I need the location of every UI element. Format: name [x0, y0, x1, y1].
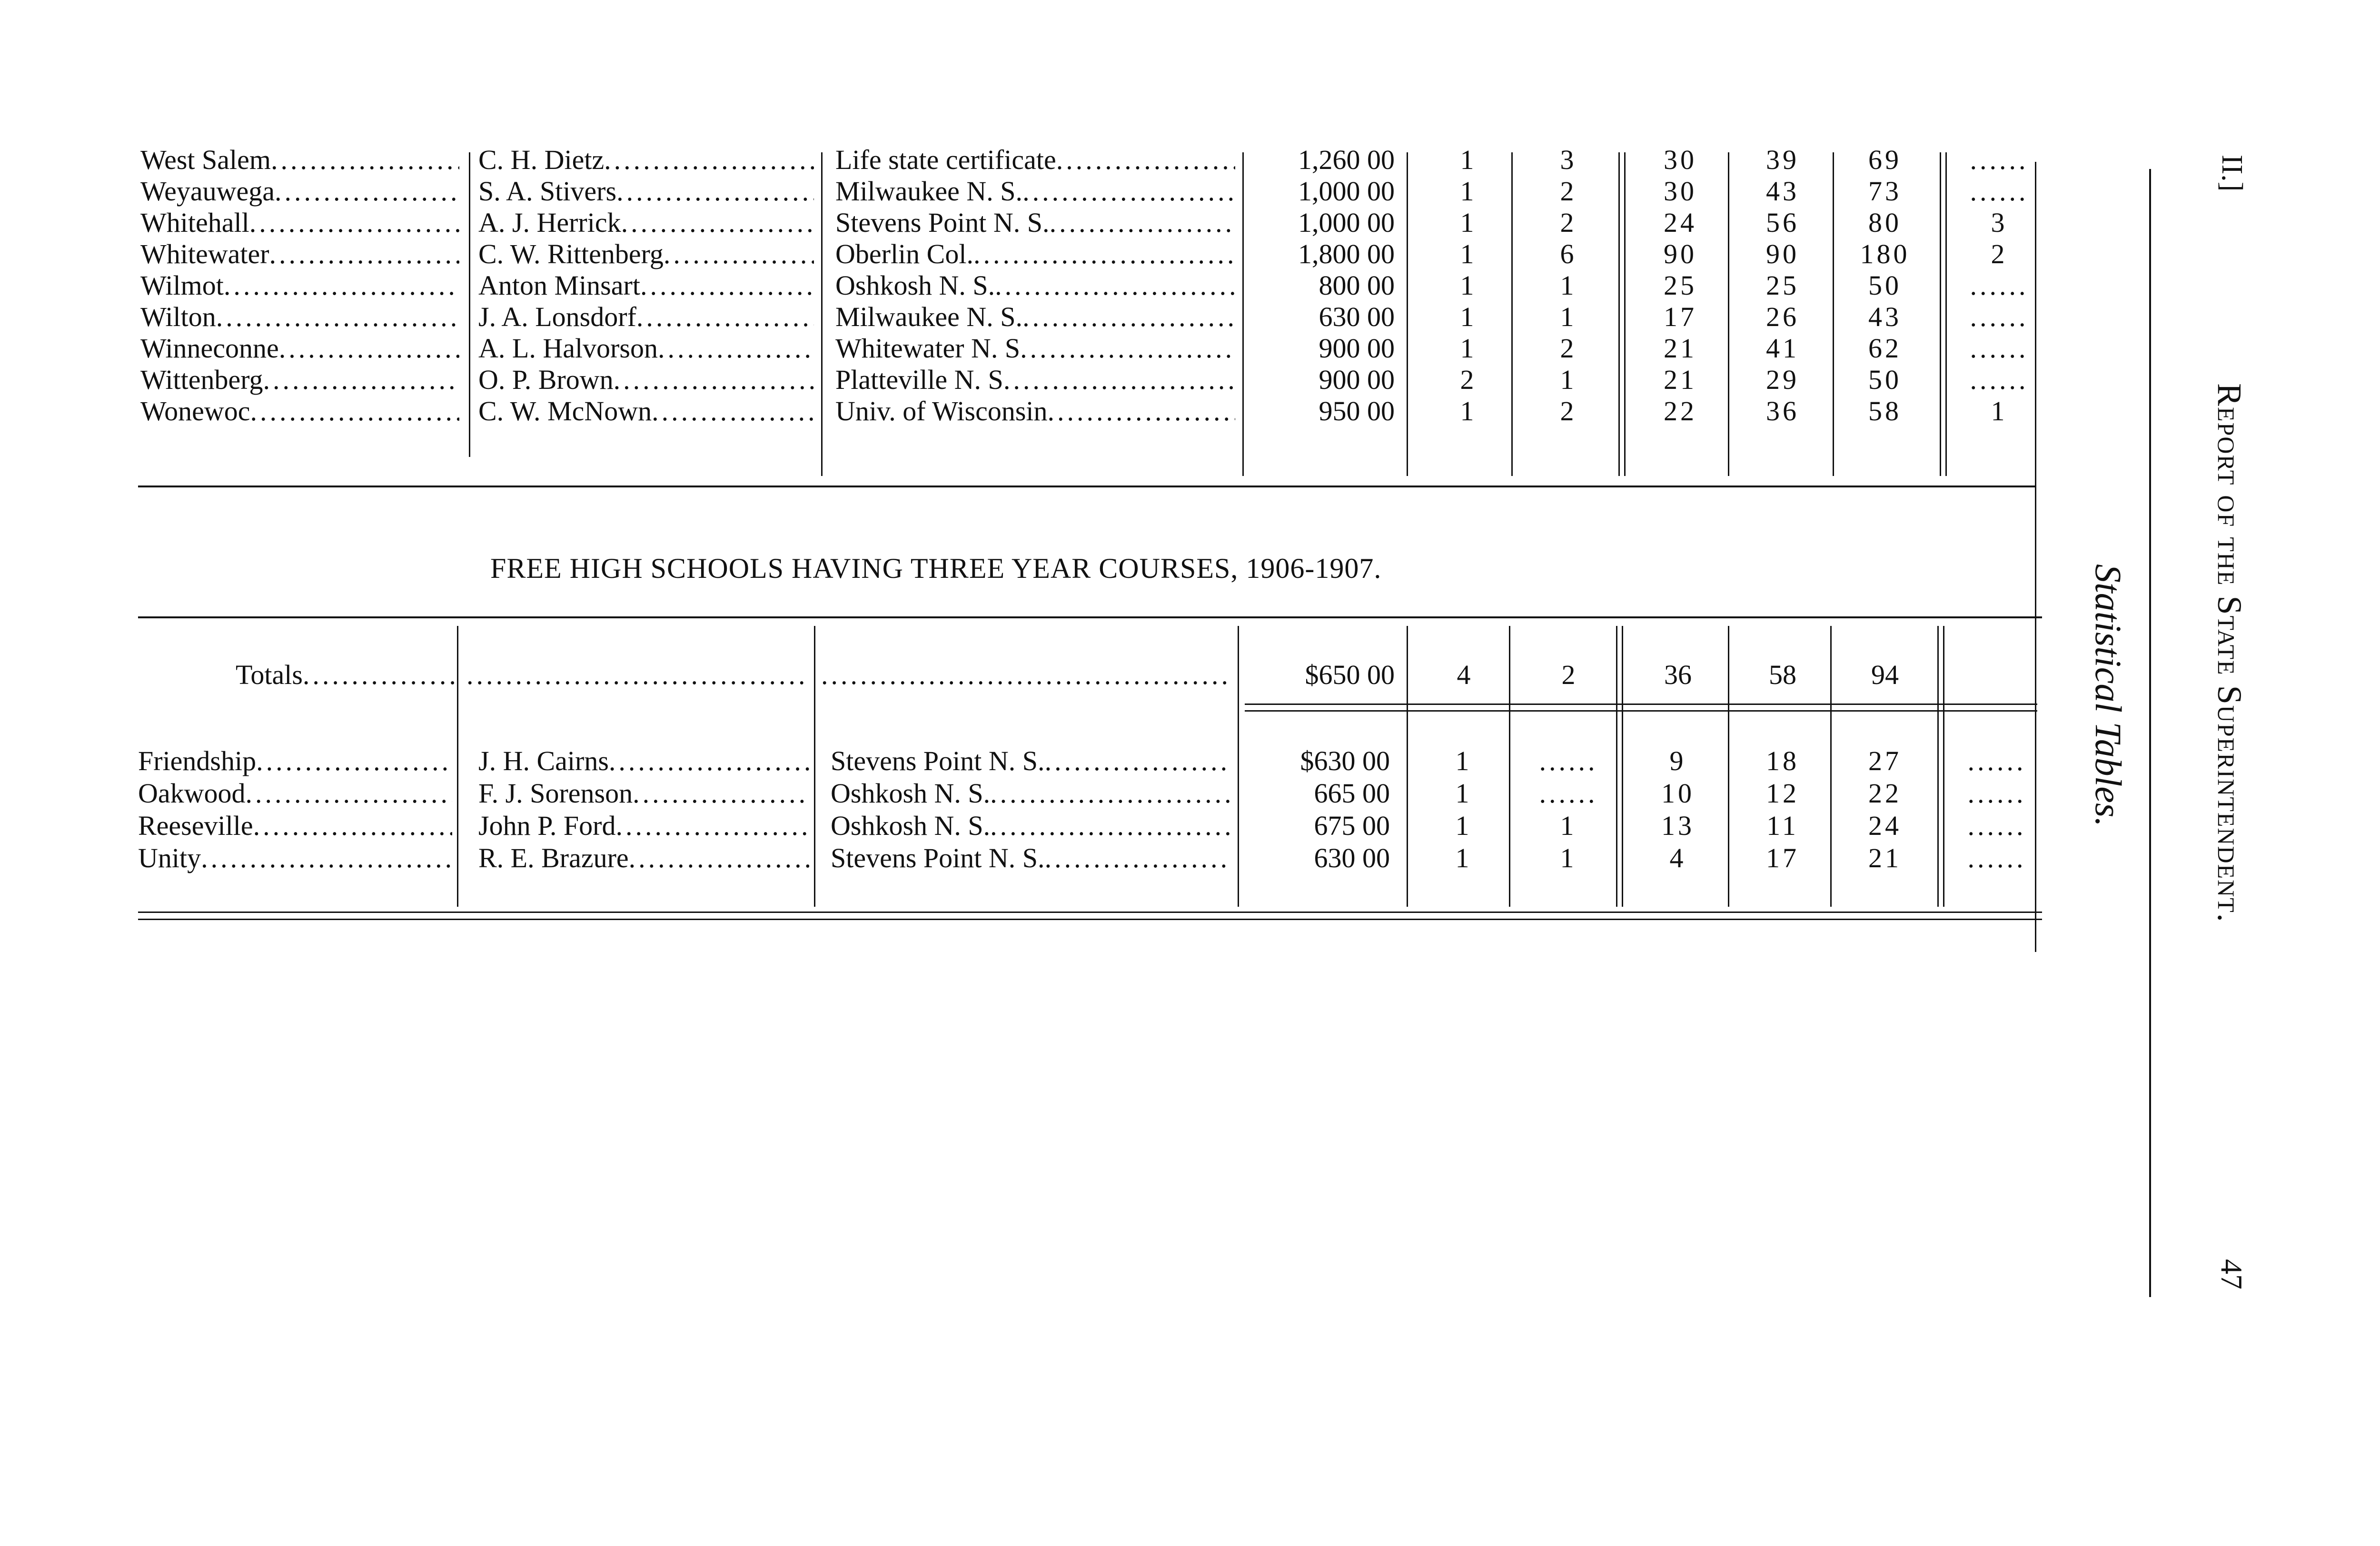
- col1-value: 1: [1460, 333, 1477, 364]
- education-source: Platteville N. S .....: [835, 364, 1235, 396]
- col3-value: 90: [1664, 238, 1697, 269]
- education-source: Milwaukee N. S. .....: [835, 301, 1235, 333]
- col6-value: 1: [1991, 396, 2008, 426]
- table-top-rule: [138, 616, 2042, 618]
- totals-col2: 2: [1561, 659, 1576, 690]
- education-source: Univ. of Wisconsin .....: [835, 395, 1235, 427]
- table-row: [0, 364, 2047, 396]
- principal-name: John P. Ford .....: [478, 810, 809, 842]
- totals-col1: 4: [1457, 659, 1471, 690]
- principal-name: R. E. Brazure .....: [478, 842, 809, 874]
- totals-col3: 36: [1664, 659, 1692, 690]
- page-number: 47: [2215, 1259, 2249, 1289]
- table-row: [0, 207, 2047, 239]
- col2-value: 2: [1560, 396, 1577, 426]
- school-name: Wilmot .....: [140, 269, 459, 302]
- header-rule-inner: [2149, 169, 2151, 1297]
- salary: 1,800 00: [1298, 238, 1395, 269]
- col3-value: 21: [1664, 333, 1697, 364]
- totals-label: Totals .....: [236, 659, 455, 691]
- col2-value: 1: [1560, 364, 1577, 395]
- table-row: [0, 395, 2047, 427]
- principal-name: A. J. Herrick .....: [478, 207, 814, 239]
- school-name: Wittenberg .....: [140, 364, 459, 396]
- col3-value: 13: [1661, 810, 1695, 841]
- col4-value: 18: [1766, 745, 1799, 776]
- col6-value: ......: [1967, 778, 2026, 809]
- principal-name: C. W. Rittenberg .....: [478, 238, 814, 270]
- col5-value: 24: [1868, 810, 1902, 841]
- col5-value: 50: [1868, 364, 1902, 395]
- running-header: [2199, 155, 2247, 1345]
- col2-value: 2: [1560, 207, 1577, 238]
- principal-name: A. L. Halvorson .....: [478, 332, 814, 365]
- salary: 900 00: [1319, 333, 1395, 364]
- col2-value: 2: [1560, 333, 1577, 364]
- col1-value: 1: [1460, 238, 1477, 269]
- school-name: Whitewater .....: [140, 238, 459, 270]
- salary: $630 00: [1300, 745, 1390, 776]
- totals-col5: 94: [1871, 659, 1899, 690]
- education-source: Oshkosh N. S. .....: [835, 269, 1235, 302]
- section-title: FREE HIGH SCHOOLS HAVING THREE YEAR COURSES, 1906-1907.: [490, 553, 1382, 584]
- col2-value: 2: [1560, 176, 1577, 207]
- table-row: [0, 144, 2047, 176]
- salary: 1,260 00: [1298, 144, 1395, 175]
- col5-value: 27: [1868, 745, 1902, 776]
- table-end-rule: [138, 919, 2042, 920]
- col2-value: 1: [1560, 270, 1577, 301]
- education-source: Stevens Point N. S. .....: [835, 207, 1235, 239]
- col3-value: 25: [1664, 270, 1697, 301]
- col3-value: 4: [1669, 842, 1686, 873]
- col6-value: ......: [1967, 810, 2026, 841]
- totals-row: [0, 659, 2047, 691]
- education-source: Oshkosh N. S. .....: [831, 810, 1230, 842]
- col4-value: 36: [1766, 396, 1799, 426]
- salary: 900 00: [1319, 364, 1395, 395]
- col5-value: 21: [1868, 842, 1902, 873]
- col5-value: 62: [1868, 333, 1902, 364]
- col5-value: 58: [1868, 396, 1902, 426]
- table-row: [0, 777, 2047, 810]
- school-name: Unity .....: [138, 842, 452, 874]
- principal-name: S. A. Stivers .....: [478, 175, 814, 208]
- school-name: Wonewoc .....: [140, 395, 459, 427]
- col4-value: 56: [1766, 207, 1799, 238]
- col4-value: 12: [1766, 778, 1799, 809]
- col4-value: 39: [1766, 144, 1799, 175]
- col2-value: ......: [1539, 778, 1598, 809]
- col5-value: 80: [1868, 207, 1902, 238]
- col6-value: ......: [1970, 176, 2029, 207]
- col6-value: ......: [1970, 333, 2029, 364]
- report-title: Report of the State Superintendent.: [2211, 383, 2249, 923]
- education-source: Oberlin Col. .....: [835, 238, 1235, 270]
- table-row: [0, 238, 2047, 270]
- totals-double-rule: [1245, 710, 2037, 712]
- col6-value: ......: [1970, 364, 2029, 395]
- col3-value: 9: [1669, 745, 1686, 776]
- totals-double-rule: [1245, 704, 2037, 705]
- col1-value: 1: [1455, 842, 1472, 873]
- table-row: [0, 745, 2047, 777]
- col4-value: 29: [1766, 364, 1799, 395]
- col6-value: ......: [1967, 745, 2026, 776]
- col2-value: 3: [1560, 144, 1577, 175]
- table-end-rule: [138, 912, 2042, 913]
- table-row: [0, 810, 2047, 842]
- salary: 1,000 00: [1298, 176, 1395, 207]
- table-row: [0, 842, 2047, 874]
- col1-value: 1: [1460, 396, 1477, 426]
- col1-value: 2: [1460, 364, 1477, 395]
- col6-value: 3: [1991, 207, 2008, 238]
- totals-principal-leader: [466, 659, 809, 691]
- school-name: Reeseville .....: [138, 810, 452, 842]
- school-name: Friendship .....: [138, 745, 452, 777]
- col5-value: 180: [1860, 238, 1910, 269]
- col6-value: ......: [1967, 842, 2026, 873]
- col5-value: 22: [1868, 778, 1902, 809]
- table-row: [0, 175, 2047, 208]
- totals-education-leader: [821, 659, 1230, 691]
- col1-value: 1: [1455, 810, 1472, 841]
- col1-value: 1: [1460, 176, 1477, 207]
- table-row: [0, 332, 2047, 365]
- col6-value: ......: [1970, 270, 2029, 301]
- education-source: Stevens Point N. S. .....: [831, 745, 1230, 777]
- principal-name: J. A. Lonsdorf .....: [478, 301, 814, 333]
- table-row: [0, 301, 2047, 333]
- col3-value: 30: [1664, 176, 1697, 207]
- totals-salary: $650 00: [1305, 659, 1395, 690]
- col5-value: 73: [1868, 176, 1902, 207]
- col4-value: 41: [1766, 333, 1799, 364]
- salary: 675 00: [1314, 810, 1390, 841]
- school-name: West Salem .....: [140, 144, 459, 176]
- salary: 630 00: [1314, 842, 1390, 873]
- principal-name: Anton Minsart .....: [478, 269, 814, 302]
- col2-value: 1: [1560, 842, 1577, 873]
- col6-value: 2: [1991, 238, 2008, 269]
- school-name: Oakwood .....: [138, 777, 452, 810]
- col1-value: 1: [1460, 301, 1477, 332]
- col1-value: 1: [1460, 207, 1477, 238]
- col4-value: 25: [1766, 270, 1799, 301]
- col1-value: 1: [1460, 144, 1477, 175]
- salary: 630 00: [1319, 301, 1395, 332]
- education-source: Whitewater N. S .....: [835, 332, 1235, 365]
- school-name: Weyauwega .....: [140, 175, 459, 208]
- col6-value: ......: [1970, 301, 2029, 332]
- col1-value: 1: [1460, 270, 1477, 301]
- education-source: Life state certificate .....: [835, 144, 1235, 176]
- col3-value: 24: [1664, 207, 1697, 238]
- col1-value: 1: [1455, 778, 1472, 809]
- table-bottom-rule: [138, 486, 2035, 487]
- principal-name: C. H. Dietz .....: [478, 144, 814, 176]
- col2-value: 1: [1560, 301, 1577, 332]
- principal-name: O. P. Brown .....: [478, 364, 814, 396]
- principal-name: C. W. McNown .....: [478, 395, 814, 427]
- principal-name: F. J. Sorenson .....: [478, 777, 809, 810]
- col6-value: ......: [1970, 144, 2029, 175]
- school-name: Wilton .....: [140, 301, 459, 333]
- education-source: Milwaukee N. S. .....: [835, 175, 1235, 208]
- salary: 665 00: [1314, 778, 1390, 809]
- col4-value: 26: [1766, 301, 1799, 332]
- col5-value: 43: [1868, 301, 1902, 332]
- salary: 950 00: [1319, 396, 1395, 426]
- education-source: Stevens Point N. S. .....: [831, 842, 1230, 874]
- col5-value: 50: [1868, 270, 1902, 301]
- school-name: Whitehall .....: [140, 207, 459, 239]
- col4-value: 17: [1766, 842, 1799, 873]
- col4-value: 43: [1766, 176, 1799, 207]
- col1-value: 1: [1455, 745, 1472, 776]
- statistical-tables-subtitle: Statistical Tables.: [2088, 564, 2129, 827]
- table-row: [0, 269, 2047, 302]
- totals-col4: 58: [1769, 659, 1796, 690]
- col4-value: 11: [1766, 810, 1799, 841]
- col3-value: 30: [1664, 144, 1697, 175]
- col3-value: 22: [1664, 396, 1697, 426]
- school-name: Winneconne .....: [140, 332, 459, 365]
- salary: 1,000 00: [1298, 207, 1395, 238]
- col3-value: 21: [1664, 364, 1697, 395]
- col3-value: 17: [1664, 301, 1697, 332]
- salary: 800 00: [1319, 270, 1395, 301]
- education-source: Oshkosh N. S. .....: [831, 777, 1230, 810]
- col4-value: 90: [1766, 238, 1799, 269]
- col2-value: 1: [1560, 810, 1577, 841]
- col5-value: 69: [1868, 144, 1902, 175]
- col3-value: 10: [1661, 778, 1695, 809]
- col2-value: ......: [1539, 745, 1598, 776]
- section-number: II.]: [2216, 155, 2248, 192]
- principal-name: J. H. Cairns .....: [478, 745, 809, 777]
- col2-value: 6: [1560, 238, 1577, 269]
